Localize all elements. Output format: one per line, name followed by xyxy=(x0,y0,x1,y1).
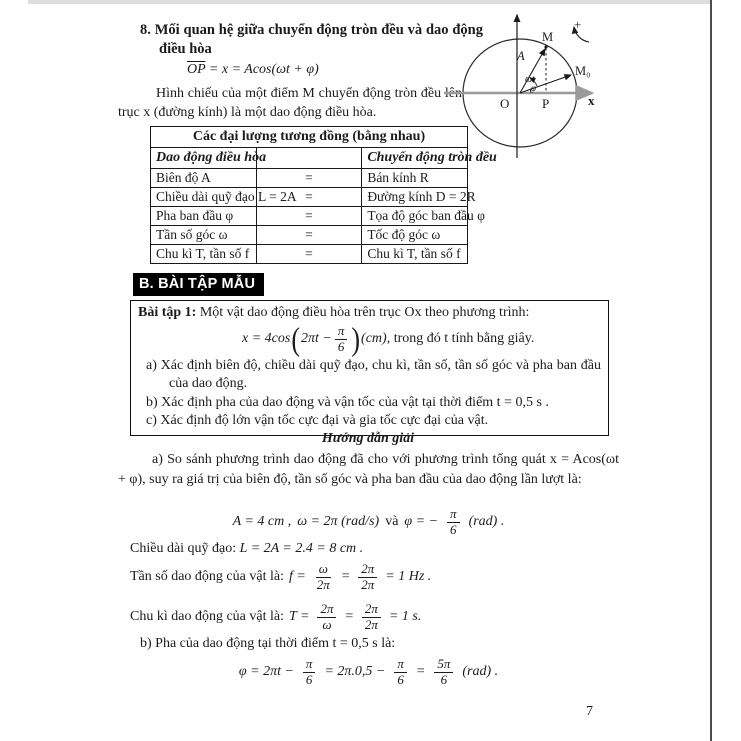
exercise-equation xyxy=(242,320,601,357)
eq-inner: 2πt − xyxy=(301,331,332,347)
eq2-part: = 2π.0,5 − xyxy=(324,664,386,679)
period-math: T = xyxy=(288,609,310,624)
eq-tail: , trong đó t tính bằng giây. xyxy=(386,331,535,347)
eq-unit: (cm) xyxy=(361,331,387,347)
equivalence-table xyxy=(150,126,497,264)
cell-left: Tần số góc ω xyxy=(151,226,257,245)
table-title: Các đại lượng tương đồng (bằng nhau) xyxy=(151,127,468,148)
eq2-fraction-3: $\frac{5\pi}{6}$ xyxy=(434,657,453,688)
period-math: = xyxy=(344,609,354,624)
cell-left: Chiều dài quỹ đạo L = 2A xyxy=(151,188,257,207)
cell-right: Đường kính D = 2R xyxy=(362,188,468,207)
exercise-statement xyxy=(138,304,601,323)
phase-equation xyxy=(118,653,619,691)
table-title-row xyxy=(151,127,468,148)
frequency-line xyxy=(130,559,431,595)
eq-prefix: x = 4cos xyxy=(242,331,291,347)
frequency-math: = xyxy=(340,569,351,584)
cell-left: Pha ban đầu φ xyxy=(151,207,257,226)
amplitude-equation xyxy=(118,507,619,537)
frequency-math: = 1 Hz . xyxy=(385,569,432,584)
frequency-math: f = xyxy=(288,569,306,584)
exercise-item-c: c) Xác định độ lớn vận tốc cực đại và gia tốc cực đại của vật. xyxy=(146,413,489,428)
trajectory-length-math: L = 2A = 2.4 = 8 cm . xyxy=(236,541,364,556)
column-header-equals xyxy=(256,148,362,169)
eq1-fraction: $\frac{\pi}{6}$ xyxy=(447,507,460,538)
table-row xyxy=(151,207,468,226)
cell-right: Chu kì T, tần số f xyxy=(362,245,468,264)
solution-heading: Hướng dẫn giải xyxy=(321,431,415,446)
column-header-circular: Chuyển động tròn đều xyxy=(362,148,468,169)
eq1-part: φ = − xyxy=(404,514,439,529)
cell-right: Tọa độ góc ban đầu φ xyxy=(362,207,468,226)
period-fraction-2: $\frac{2\pi}{2\pi}$ xyxy=(362,602,381,633)
label-x-axis: x xyxy=(588,93,595,108)
projection-equation xyxy=(187,62,319,78)
cell-equals: = xyxy=(256,226,362,245)
close-paren: ) xyxy=(351,320,361,357)
page-number: 7 xyxy=(586,704,593,719)
table-row xyxy=(151,188,468,207)
exercise-label: Bài tập 1: xyxy=(138,305,197,320)
cell-equals: = xyxy=(256,245,362,264)
cell-left: Chu kì T, tần số f xyxy=(151,245,257,264)
scan-edge-right xyxy=(710,0,712,741)
label-M: M xyxy=(542,30,554,44)
eq-fraction: $\frac{\pi}{6}$ xyxy=(335,324,348,355)
cell-equals: = xyxy=(256,188,362,207)
table-row xyxy=(151,226,468,245)
section-number: 8. xyxy=(140,22,151,38)
phase-intro-line: b) Pha của dao động tại thời điểm t = 0,5 s là: xyxy=(140,636,396,651)
eq2-part: (rad) . xyxy=(462,664,499,679)
eq1-and: và xyxy=(385,514,399,529)
period-label: Chu kì dao động của vật là: xyxy=(130,609,284,624)
eq1-part: A = 4 cm , xyxy=(232,514,292,529)
exercise-item-b: b) Xác định pha của dao động và vận tốc của vật tại thời điểm t = 0,5 s . xyxy=(146,394,549,410)
eq2-fraction-2: $\frac{\pi}{6}$ xyxy=(394,657,407,688)
op-equation-rest: = x = Acos(ωt + φ) xyxy=(205,62,319,77)
frequency-label: Tần số dao động của vật là: xyxy=(130,569,284,584)
eq2-fraction-1: $\frac{\pi}{6}$ xyxy=(303,657,316,688)
table-row xyxy=(151,169,468,188)
label-O: O xyxy=(500,96,510,111)
period-math: = 1 s. xyxy=(388,609,422,624)
period-fraction-1: $\frac{2\pi}{\omega}$ xyxy=(317,602,336,633)
cell-equals: = xyxy=(256,169,362,188)
open-paren: ( xyxy=(291,320,300,357)
column-header-oscillation: Dao động điều hòa xyxy=(151,148,257,169)
eq1-part: (rad) . xyxy=(468,514,505,529)
cell-left: Biên độ A xyxy=(151,169,257,188)
label-plus-direction: + xyxy=(574,17,582,32)
cell-right: Tốc độ góc ω xyxy=(362,226,468,245)
table-row xyxy=(151,245,468,264)
trajectory-length-label: Chiều dài quỹ đạo: xyxy=(130,541,237,556)
frequency-fraction-2: $\frac{2\pi}{2\pi}$ xyxy=(358,562,377,593)
exercise-intro: Một vật dao động điều hòa trên trục Ox theo phương trình: xyxy=(196,305,530,320)
eq1-part: ω = 2π (rad/s) xyxy=(297,514,380,529)
cell-equals: = xyxy=(256,207,362,226)
point-M-dot xyxy=(544,45,547,48)
op-vector: $\overline{OP}$ xyxy=(187,62,206,77)
table-header-row xyxy=(151,148,468,169)
label-phi: φ xyxy=(531,83,536,93)
section-b-badge: B. BÀI TẬP MẪU xyxy=(133,273,264,296)
exercise-box xyxy=(130,300,609,436)
eq2-part: = xyxy=(415,664,426,679)
label-M0: M₀ xyxy=(575,64,591,78)
scan-edge-top xyxy=(28,0,710,4)
intro-paragraph: Hình chiếu của một điểm M chuyển động tròn đều lên trục x (đường kính) là một dao động điều hòa. xyxy=(118,86,462,120)
exercise-item-a: a) Xác định biên độ, chiều dài quỹ đạo, chu kì, tần số, tần số góc và pha ban đầu của dao động. xyxy=(146,357,601,391)
label-A: A xyxy=(517,49,525,63)
label-P: P xyxy=(542,96,550,111)
trajectory-length-line xyxy=(130,541,363,557)
section-title: Mối quan hệ giữa chuyển động tròn đều và dao động điều hòa xyxy=(154,22,484,57)
solution-paragraph-a: a) So sánh phương trình dao động đã cho với phương trình tổng quát x = Acos(ωt + φ), suy ra giá trị của biên độ, tần số góc và pha ban đầu của dao động lần lượt là: xyxy=(118,452,619,487)
section-heading xyxy=(140,21,483,59)
label-omega-t: ωt xyxy=(525,74,535,85)
period-line xyxy=(130,599,421,635)
cell-right: Bán kính R xyxy=(362,169,468,188)
frequency-fraction-1: $\frac{\omega}{2\pi}$ xyxy=(316,560,330,592)
eq2-part: φ = 2πt − xyxy=(238,664,294,679)
